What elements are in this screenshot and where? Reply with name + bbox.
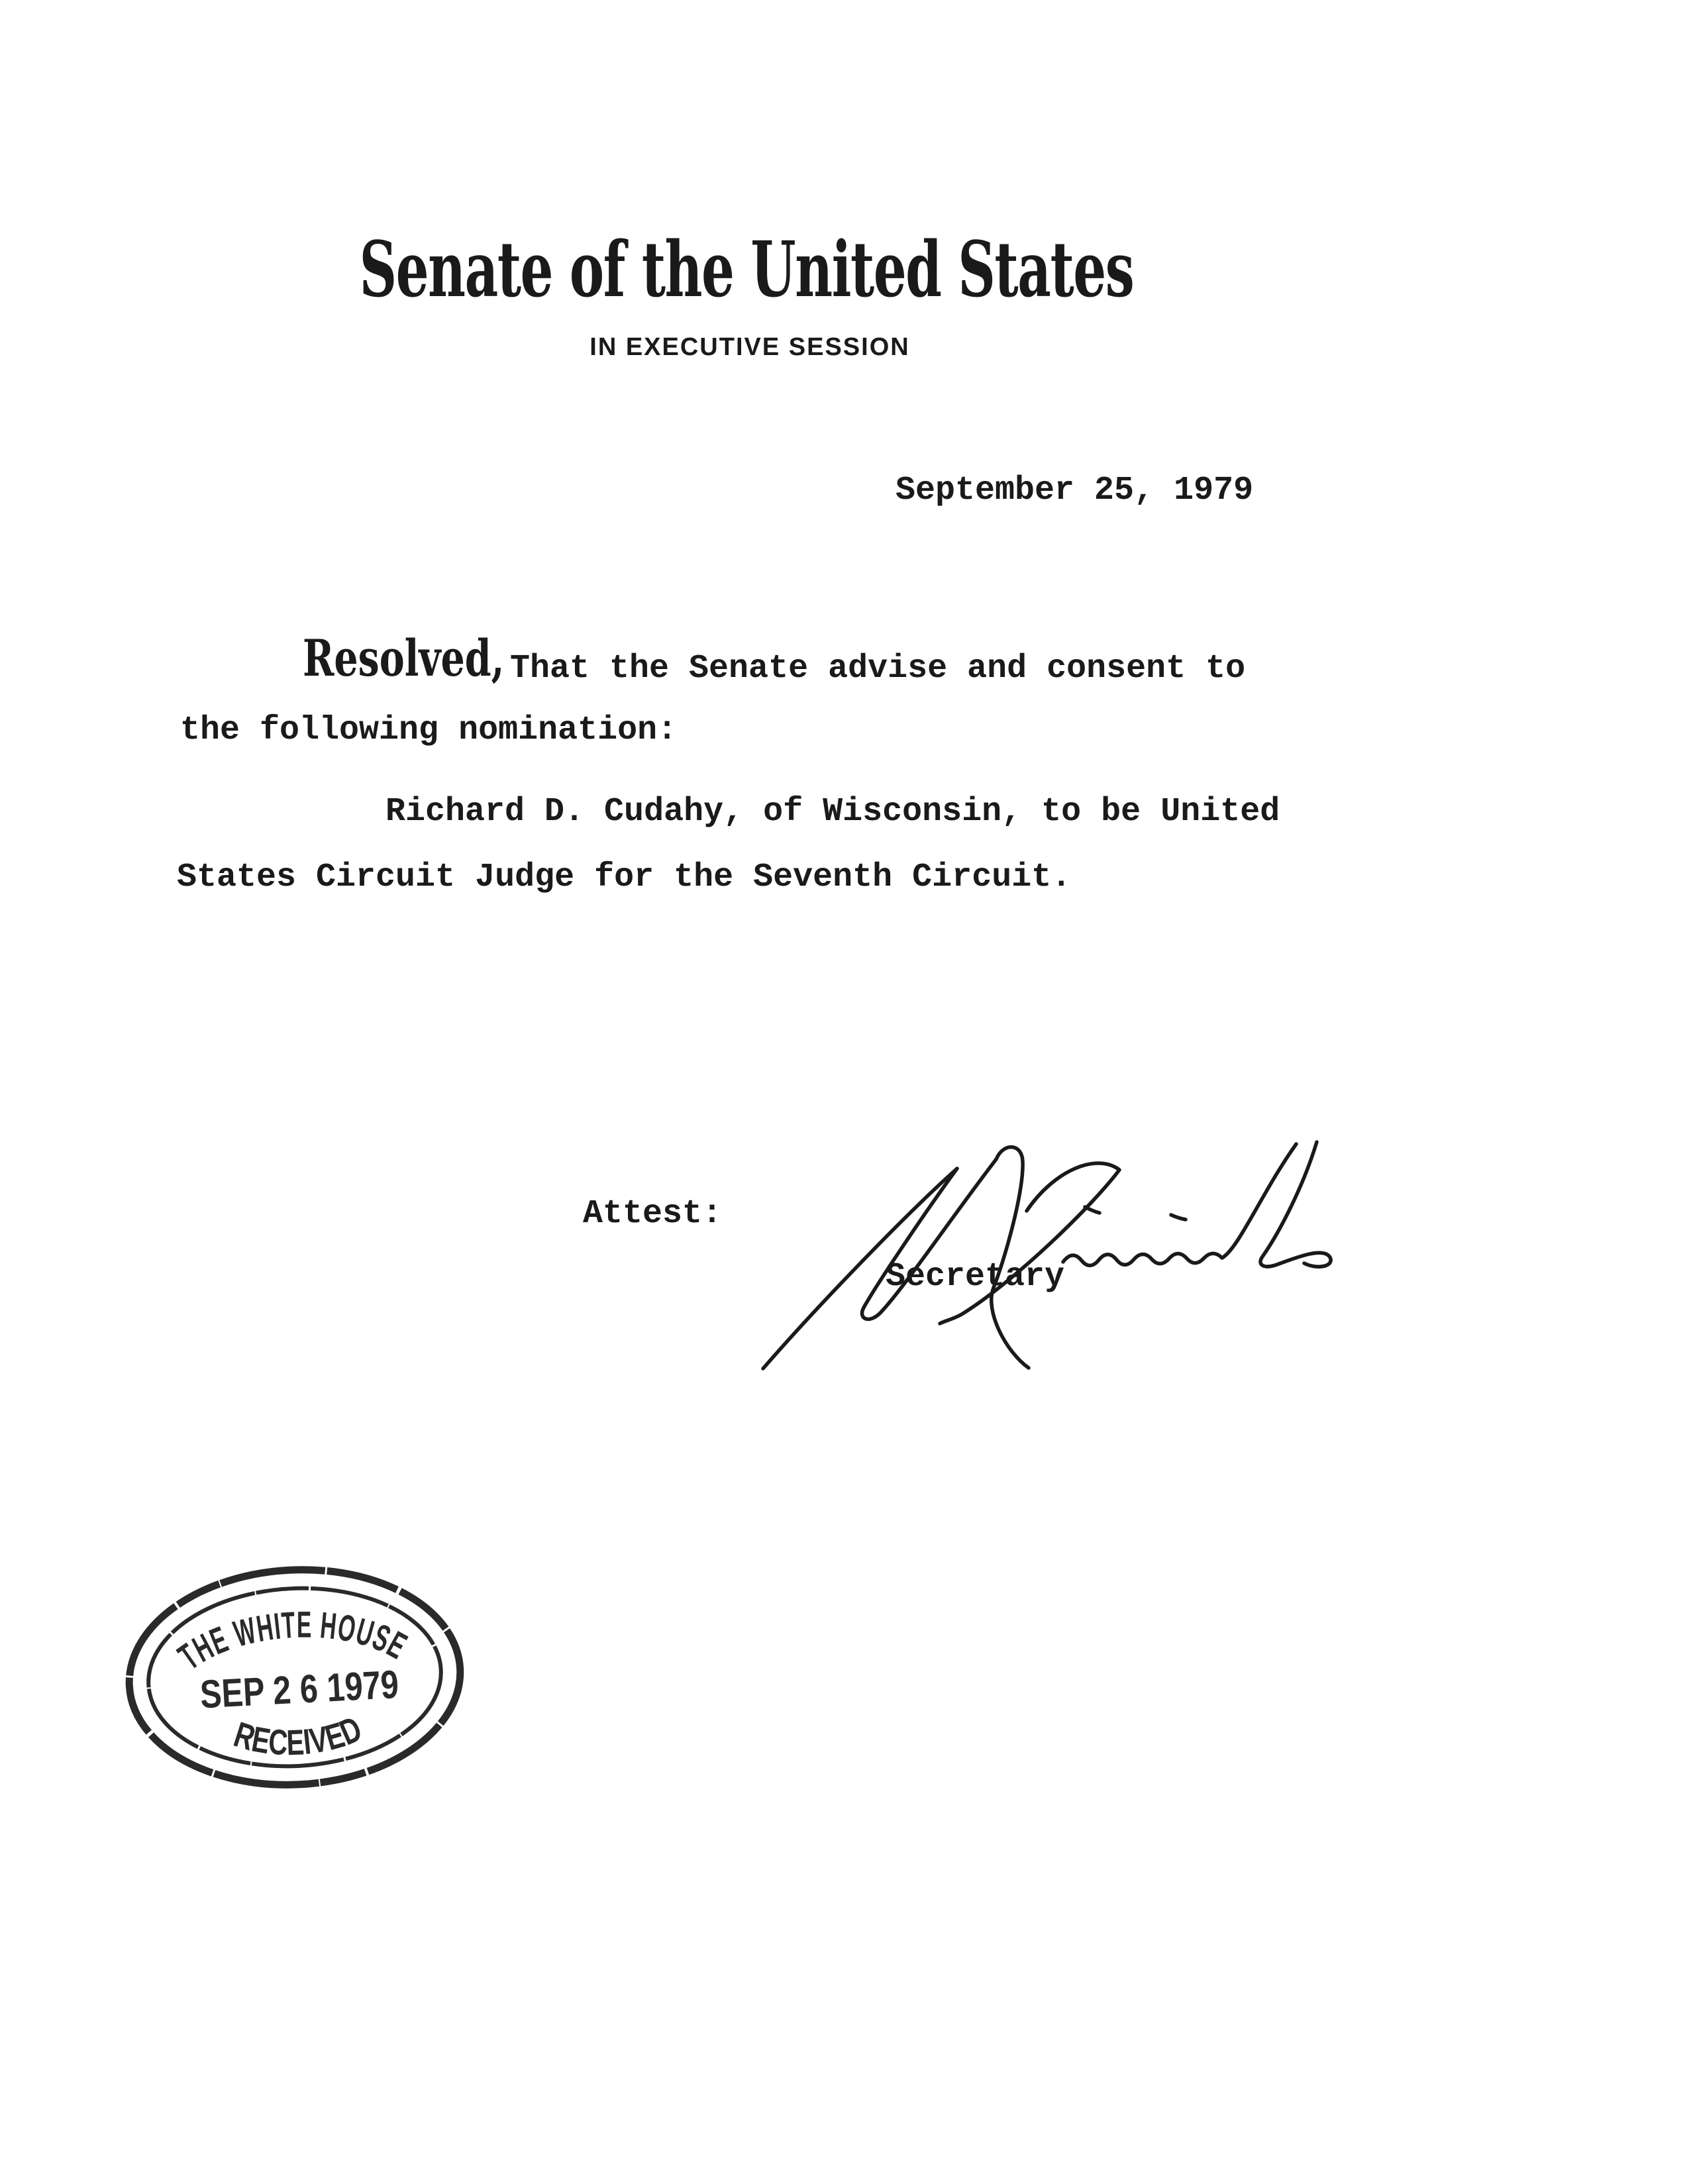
- signature-dash-1: [1085, 1207, 1100, 1213]
- document-title: Senate of the United States: [359, 225, 1134, 315]
- resolved-lead-word: Resolved,: [303, 629, 505, 688]
- signature-stroke-sliver: [763, 1159, 996, 1369]
- signature-stroke-loop-descender: [992, 1147, 1029, 1368]
- nominee-line-2: States Circuit Judge for the Seventh Circuit.: [177, 858, 1072, 896]
- secretary-title-label: Secretary: [886, 1258, 1065, 1296]
- signature-scrawl: [729, 1093, 1358, 1424]
- nominee-line-1: Richard D. Cudahy, of Wisconsin, to be United: [385, 793, 1280, 831]
- resolution-clause: That the Senate advise and consent to: [510, 650, 1246, 688]
- resolution-line-2: the following nomination:: [180, 711, 678, 749]
- stamp-bottom-arc-text: RECEIVED: [229, 1706, 374, 1764]
- session-subtitle: IN EXECUTIVE SESSION: [589, 333, 910, 361]
- signature-dash-2: [1171, 1215, 1186, 1220]
- white-house-received-stamp: [117, 1555, 472, 1801]
- attest-label: Attest:: [583, 1195, 723, 1233]
- signature-stroke-hairpin: [940, 1163, 1119, 1324]
- stamp-top-arc-text: THE WHITE HOUSE: [170, 1602, 424, 1678]
- signature-stroke-cross-hook: [1260, 1142, 1331, 1267]
- stamp-date-text: SEP 2 6 1979: [199, 1659, 446, 1717]
- date-line: September 25, 1979: [896, 472, 1254, 509]
